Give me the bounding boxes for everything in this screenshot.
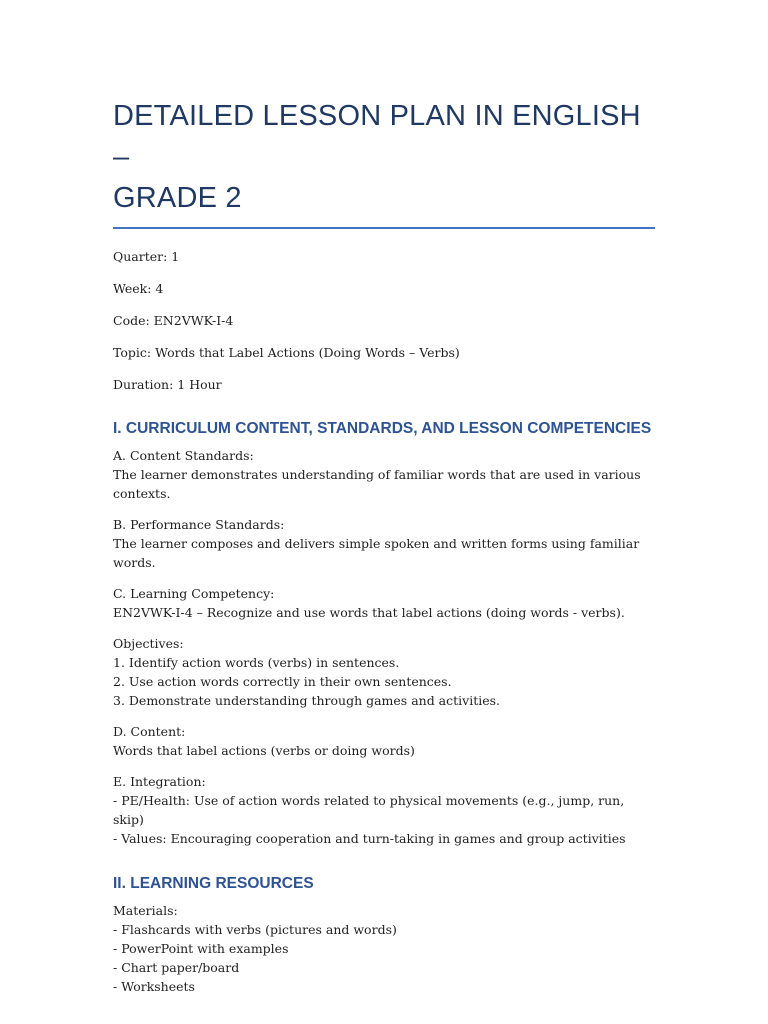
integration-block [113,772,655,848]
week-line: Week: 4 [113,281,164,296]
objective-item: 1. Identify action words (verbs) in sentences. [113,655,400,670]
duration-line: Duration: 1 Hour [113,377,222,392]
integration-label: E. Integration: [113,774,206,789]
section-1-heading: I. CURRICULUM CONTENT, STANDARDS, AND LESSON COMPETENCIES [113,420,652,437]
code-line: Code: EN2VWK-I-4 [113,313,234,328]
content-standards-text-1: The learner demonstrates understanding of familiar words that are used in various [113,467,641,482]
objective-item: 2. Use action words correctly in their own sentences. [113,674,452,689]
quarter-line: Quarter: 1 [113,249,180,264]
material-item: - PowerPoint with examples [113,941,289,956]
document-title [113,96,655,227]
content-block [113,722,655,760]
title-line-2: GRADE 2 [113,182,242,214]
performance-standards-block [113,515,655,572]
material-item: - Worksheets [113,979,195,994]
learning-competency-text: EN2VWK-I-4 – Recognize and use words that label actions (doing words - verbs). [113,605,625,620]
section-2-heading: II. LEARNING RESOURCES [113,875,314,892]
content-standards-label: A. Content Standards: [113,448,254,463]
performance-standards-label: B. Performance Standards: [113,517,285,532]
objective-item: 3. Demonstrate understanding through games and activities. [113,693,501,708]
integration-item: - Values: Encouraging cooperation and turn-taking in games and group activities [113,831,626,846]
content-label: D. Content: [113,724,186,739]
content-standards-block [113,446,655,503]
performance-standards-text: The learner composes and delivers simple spoken and written forms using familiar words. [113,536,640,570]
learning-competency-block [113,584,655,622]
objectives-block [113,634,655,710]
materials-label: Materials: [113,903,178,918]
materials-block [113,901,655,996]
learning-competency-label: C. Learning Competency: [113,586,275,601]
title-underline [113,227,655,229]
content-standards-text-2: contexts. [113,486,171,501]
integration-item: - PE/Health: Use of action words related to physical movements (e.g., jump, run, skip) [113,793,625,827]
material-item: - Flashcards with verbs (pictures and words) [113,922,397,937]
topic-line: Topic: Words that Label Actions (Doing Words – Verbs) [113,345,460,360]
content-text: Words that label actions (verbs or doing words) [113,743,415,758]
material-item: - Chart paper/board [113,960,240,975]
objectives-label: Objectives: [113,636,184,651]
title-line-1: DETAILED LESSON PLAN IN ENGLISH – [113,100,641,173]
